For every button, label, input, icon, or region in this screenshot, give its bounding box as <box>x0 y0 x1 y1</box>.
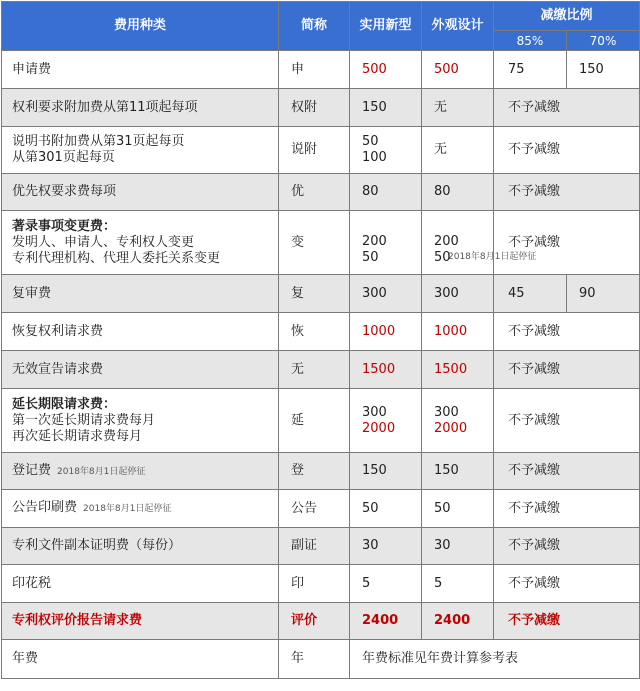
fee-name-text: 公告印刷费 <box>12 500 78 515</box>
utility-fee-line: 300 <box>362 404 387 420</box>
no-reduction: 不予减缴 <box>494 453 640 490</box>
design-fee: 300 <box>422 275 494 313</box>
table-row <box>2 89 640 127</box>
header-rate-85: 85% <box>494 31 567 51</box>
fee-abbr: 说附 <box>279 127 350 174</box>
no-reduction: 不予减缴 <box>494 528 640 565</box>
fee-name-line: 从第301页起每页 <box>12 150 115 165</box>
stop-note: 2018年8月1日起停征 <box>448 252 537 262</box>
fee-abbr: 无 <box>279 351 350 389</box>
utility-fee <box>350 127 422 174</box>
fee-name: 恢复权利请求费 <box>2 313 279 351</box>
reduced-85: 75 <box>494 51 567 89</box>
table-row <box>2 490 640 528</box>
utility-fee: 300 <box>350 275 422 313</box>
utility-fee: 150 <box>350 89 422 127</box>
fee-abbr: 印 <box>279 565 350 603</box>
design-fee-line: 300 <box>434 404 459 420</box>
no-reduction: 不予减缴 <box>494 389 640 453</box>
fee-name-line: 专利代理机构、代理人委托关系变更 <box>12 250 221 266</box>
fee-name-text: 登记费 <box>12 462 52 478</box>
design-fee: 1500 <box>422 351 494 389</box>
utility-fee: 2400 <box>350 603 422 640</box>
table-row <box>2 565 640 603</box>
utility-fee-line: 200 <box>362 233 387 249</box>
utility-fee: 1000 <box>350 313 422 351</box>
table-row <box>2 174 640 211</box>
fee-name-heading: 著录事项变更费： <box>12 218 117 234</box>
design-fee: 80 <box>422 174 494 211</box>
fee-name-line: 说明书附加费从第31页起每页 <box>12 134 185 149</box>
utility-fee: 500 <box>350 51 422 89</box>
utility-fee: 50 <box>350 490 422 528</box>
utility-fee-line: 50 <box>362 249 379 265</box>
fee-abbr: 变 <box>279 211 350 275</box>
fee-name-line: 第一次延长期请求费每月 <box>12 412 156 428</box>
header-abbr: 简称 <box>279 2 350 51</box>
utility-fee: 1500 <box>350 351 422 389</box>
utility-fee: 80 <box>350 174 422 211</box>
fee-table <box>1 1 640 679</box>
table-row <box>2 603 640 640</box>
fee-abbr: 公告 <box>279 490 350 528</box>
design-fee: 50 <box>422 490 494 528</box>
no-reduction: 不予减缴 <box>494 565 640 603</box>
fee-name <box>2 389 279 453</box>
table-row <box>2 211 640 275</box>
design-fee-line: 200 <box>434 233 459 249</box>
design-fee: 150 <box>422 453 494 490</box>
utility-fee-line: 2000 <box>362 420 396 436</box>
fee-abbr: 复 <box>279 275 350 313</box>
table-row <box>2 51 640 89</box>
header-utility-model: 实用新型 <box>350 2 422 51</box>
design-fee: 500 <box>422 51 494 89</box>
reduced-85: 45 <box>494 275 567 313</box>
no-reduction: 不予减缴 <box>494 174 640 211</box>
utility-fee: 5 <box>350 565 422 603</box>
utility-fee: 30 <box>350 528 422 565</box>
no-reduction: 不予减缴 <box>494 313 640 351</box>
fee-abbr: 优 <box>279 174 350 211</box>
fee-name: 权利要求附加费从第11项起每项 <box>2 89 279 127</box>
design-fee: 30 <box>422 528 494 565</box>
utility-fee <box>350 211 422 275</box>
fee-name: 专利权评价报告请求费 <box>2 603 279 640</box>
fee-name <box>2 127 279 174</box>
table-row <box>2 351 640 389</box>
utility-fee-line: 50 <box>362 134 379 149</box>
fee-name: 印花税 <box>2 565 279 603</box>
fee-name-heading: 延长期限请求费： <box>12 396 117 412</box>
header-rate-70: 70% <box>567 31 640 51</box>
stop-note: 2018年8月1日起停征 <box>57 466 146 477</box>
design-fee-line: 50 <box>434 249 451 265</box>
design-fee: 5 <box>422 565 494 603</box>
header-reduction: 减缴比例 <box>494 2 640 31</box>
no-reduction: 不予减缴 <box>494 351 640 389</box>
stop-note: 2018年8月1日起停征 <box>83 504 172 514</box>
fee-name <box>2 211 279 275</box>
table-row <box>2 389 640 453</box>
table-row <box>2 640 640 679</box>
fee-abbr: 评价 <box>279 603 350 640</box>
table-row <box>2 313 640 351</box>
design-fee: 2400 <box>422 603 494 640</box>
table-row <box>2 528 640 565</box>
fee-abbr: 恢 <box>279 313 350 351</box>
fee-name <box>2 453 279 490</box>
design-fee <box>422 389 494 453</box>
table-row <box>2 127 640 174</box>
header-design: 外观设计 <box>422 2 494 51</box>
utility-fee <box>350 389 422 453</box>
fee-abbr: 延 <box>279 389 350 453</box>
fee-abbr: 登 <box>279 453 350 490</box>
no-reduction: 不予减缴 <box>494 490 640 528</box>
fee-abbr: 申 <box>279 51 350 89</box>
fee-name: 专利文件副本证明费（每份） <box>2 528 279 565</box>
fee-name-line: 发明人、申请人、专利权人变更 <box>12 234 195 250</box>
no-reduction: 不予减缴 <box>494 603 640 640</box>
no-reduction: 不予减缴 <box>494 89 640 127</box>
design-fee: 无 <box>422 89 494 127</box>
no-reduction: 不予减缴 <box>494 127 640 174</box>
design-fee-line: 2000 <box>434 420 468 436</box>
header-fee-type: 费用种类 <box>2 2 279 51</box>
annual-fee-note: 年费标准见年费计算参考表 <box>350 640 640 679</box>
fee-abbr: 年 <box>279 640 350 679</box>
fee-name: 复审费 <box>2 275 279 313</box>
table-row <box>2 453 640 490</box>
reduced-70: 150 <box>567 51 640 89</box>
table-row <box>2 275 640 313</box>
utility-fee: 150 <box>350 453 422 490</box>
design-fee: 无 <box>422 127 494 174</box>
fee-name: 年费 <box>2 640 279 679</box>
fee-name-line: 再次延长期请求费每月 <box>12 428 143 444</box>
fee-name: 无效宣告请求费 <box>2 351 279 389</box>
reduced-70: 90 <box>567 275 640 313</box>
no-reduction: 不予减缴 <box>494 211 640 275</box>
fee-abbr: 副证 <box>279 528 350 565</box>
fee-name: 优先权要求费每项 <box>2 174 279 211</box>
utility-fee-line: 100 <box>362 150 387 165</box>
fee-name <box>2 490 279 528</box>
fee-name: 申请费 <box>2 51 279 89</box>
fee-abbr: 权附 <box>279 89 350 127</box>
design-fee: 1000 <box>422 313 494 351</box>
